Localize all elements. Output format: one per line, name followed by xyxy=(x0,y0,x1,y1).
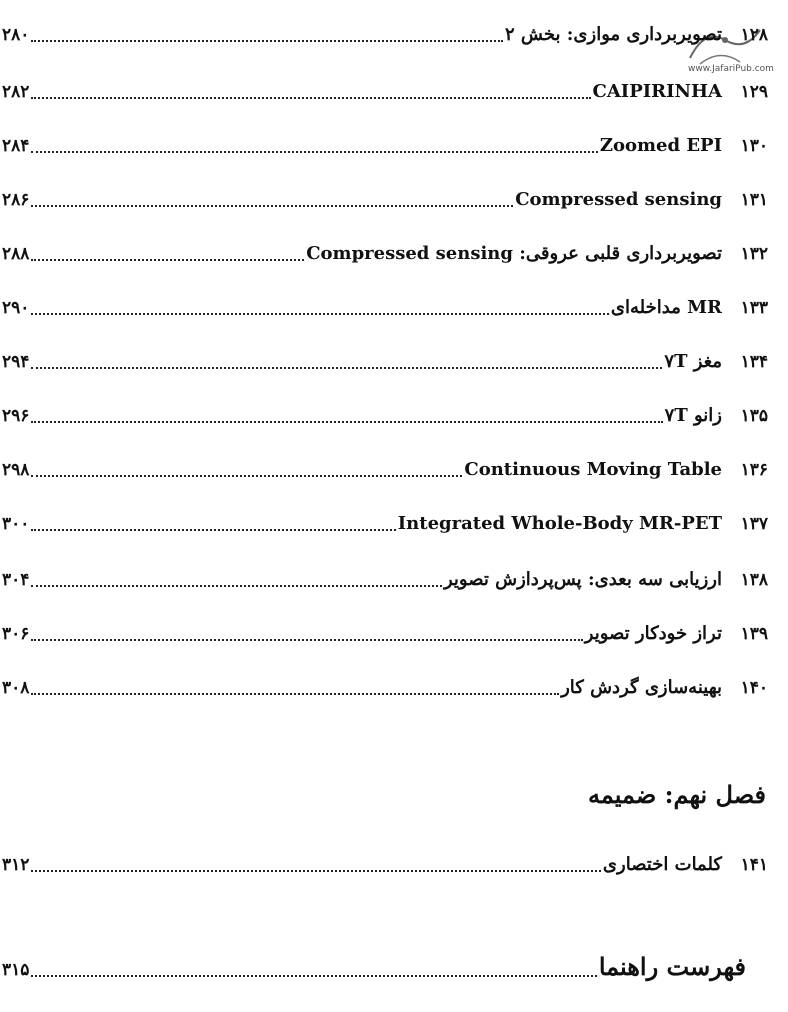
dot-leader xyxy=(31,259,304,261)
entry-number: ۱۲۸ xyxy=(740,25,768,45)
toc-entry[interactable] xyxy=(2,848,768,876)
toc-entry[interactable] xyxy=(2,563,768,591)
chapter-heading: فصل نهم: ضمیمه xyxy=(588,780,766,809)
entry-title: Integrated Whole-Body MR-PET xyxy=(397,513,722,534)
entry-number: ۱۳۳ xyxy=(740,298,768,318)
page-number: ۳۰۴ xyxy=(2,570,30,590)
index-entry[interactable] xyxy=(2,953,768,981)
toc-entry[interactable] xyxy=(2,75,768,103)
entry-number: ۱۳۹ xyxy=(740,624,768,644)
entry-title: تصویربرداری موازی: بخش ۲ xyxy=(504,24,722,45)
page-number: ۳۱۲ xyxy=(2,855,30,875)
entry-number: ۱۳۷ xyxy=(740,514,768,534)
page-number: ۲۹۰ xyxy=(2,298,30,318)
dot-leader xyxy=(31,529,395,531)
entry-title: بهینه‌سازی گردش کار xyxy=(561,677,722,698)
dot-leader xyxy=(31,367,662,369)
toc-entry[interactable] xyxy=(2,291,768,319)
page-number: ۳۰۶ xyxy=(2,624,30,644)
entry-title: زانو ۷T xyxy=(664,405,722,426)
toc-entry[interactable] xyxy=(2,507,768,535)
page-number: ۲۸۴ xyxy=(2,136,30,156)
entry-number: ۱۳۰ xyxy=(740,136,768,156)
entry-title: Compressed sensing xyxy=(515,189,722,210)
dot-leader xyxy=(31,585,442,587)
toc-entry[interactable] xyxy=(2,237,768,265)
entry-number: ۱۲۹ xyxy=(740,82,768,102)
watermark-url: www.JafariPub.com xyxy=(688,64,774,74)
entry-title: Zoomed EPI xyxy=(599,135,722,156)
page-number: ۲۸۲ xyxy=(2,82,30,102)
page-number: ۲۹۶ xyxy=(2,406,30,426)
entry-number: ۱۳۲ xyxy=(740,244,768,264)
entry-number: ۱۳۴ xyxy=(740,352,768,372)
page-number: ۳۰۸ xyxy=(2,678,30,698)
page-number: ۲۹۸ xyxy=(2,460,30,480)
toc-entry[interactable] xyxy=(2,183,768,211)
entry-title: CAIPIRINHA xyxy=(592,81,722,102)
page-number: ۳۱۵ xyxy=(2,960,30,980)
dot-leader xyxy=(31,693,559,695)
entry-title: تراز خودکار تصویر xyxy=(584,623,722,644)
dot-leader xyxy=(31,151,597,153)
entry-number: ۱۳۱ xyxy=(740,190,768,210)
entry-title: مغز ۷T xyxy=(664,351,722,372)
toc-entry[interactable] xyxy=(2,453,768,481)
dot-leader xyxy=(31,975,596,977)
toc-entry[interactable] xyxy=(2,399,768,427)
dot-leader xyxy=(31,421,662,423)
entry-number: ۱۴۰ xyxy=(740,678,768,698)
toc-entry[interactable] xyxy=(2,671,768,699)
dot-leader xyxy=(31,97,590,99)
entry-title: Continuous Moving Table xyxy=(464,459,722,480)
entry-title: ارزیابی سه بعدی: پس‌پردازش تصویر xyxy=(443,569,722,590)
entry-number-spacer xyxy=(746,979,768,981)
toc-entry[interactable] xyxy=(2,129,768,157)
page-number: ۲۸۸ xyxy=(2,244,30,264)
page-number: ۳۰۰ xyxy=(2,514,30,534)
page-number: ۲۸۶ xyxy=(2,190,30,210)
toc-entry[interactable] xyxy=(2,617,768,645)
entry-title: کلمات اختصاری xyxy=(602,854,722,875)
toc-entry[interactable] xyxy=(2,18,768,46)
entry-title: تصویربرداری قلبی عروقی: Compressed sensing xyxy=(306,243,722,264)
entry-number: ۱۳۶ xyxy=(740,460,768,480)
dot-leader xyxy=(31,205,513,207)
page-number: ۲۹۴ xyxy=(2,352,30,372)
dot-leader xyxy=(31,639,582,641)
page-number: ۲۸۰ xyxy=(2,25,30,45)
dot-leader xyxy=(31,40,503,42)
entry-number: ۱۴۱ xyxy=(740,855,768,875)
index-title: فهرست راهنما xyxy=(598,952,746,981)
dot-leader xyxy=(31,313,609,315)
toc-entry[interactable] xyxy=(2,345,768,373)
dot-leader xyxy=(31,475,462,477)
entry-number: ۱۳۸ xyxy=(740,570,768,590)
entry-title: MR مداخله‌ای xyxy=(610,297,722,318)
dot-leader xyxy=(31,870,601,872)
entry-number: ۱۳۵ xyxy=(740,406,768,426)
